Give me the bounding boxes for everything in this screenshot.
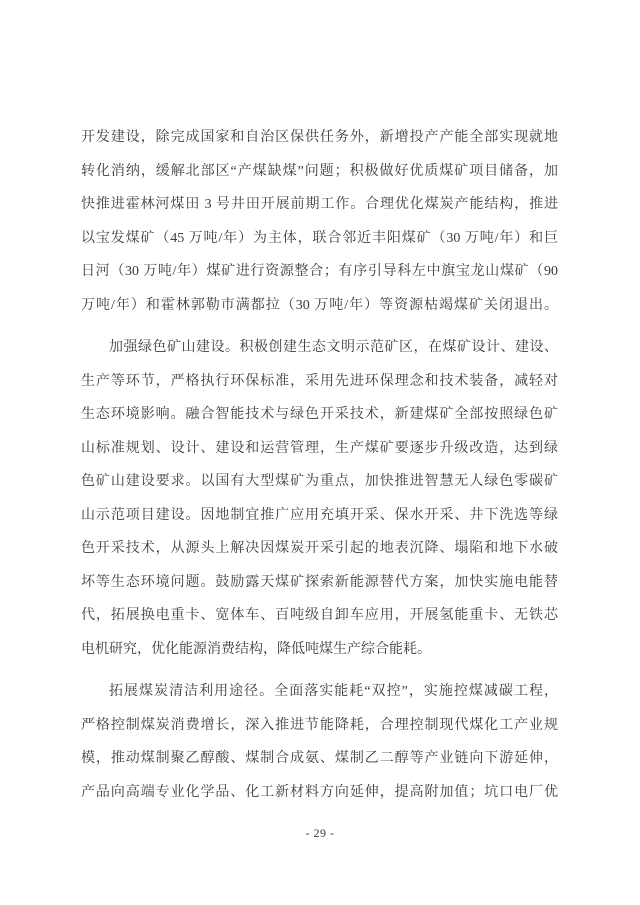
text-line: 坏等生态环境问题。鼓励露天煤矿探索新能源替代方案，加快实施电能替 — [81, 574, 558, 590]
text-line: 万吨/年）和霍林郭勒市满都拉（30 万吨/年）等资源枯竭煤矿关闭退出。 — [81, 297, 558, 313]
text-line: 转化消纳，缓解北部区“产煤缺煤”问题；积极做好优质煤矿项目储备，加 — [81, 163, 558, 179]
text-line: 产品向高端专业化学品、化工新材料方向延伸，提高附加值；坑口电厂优 — [81, 784, 558, 800]
paragraph — [81, 675, 558, 809]
paragraph — [81, 331, 558, 666]
text-line: 日河（30 万吨/年）煤矿进行资源整合；有序引导科左中旗宝龙山煤矿（90 — [81, 264, 558, 279]
text-line: 生态环境影响。融合智能技术与绿色开采技术，新建煤矿全部按照绿色矿 — [81, 407, 558, 422]
text-line: 山示范项目建设。因地制宜推广应用充填开采、保水开采、井下洗选等绿 — [81, 507, 558, 523]
page-number: - 29 - — [305, 826, 335, 840]
text-line: 拓展煤炭清洁利用途径。全面落实能耗“双控”，实施控煤减碳工程， — [109, 684, 558, 699]
text-line: 电机研究，优化能源消费结构，降低吨煤生产综合能耗。 — [81, 641, 431, 657]
text-line: 模，推动煤制聚乙醇酸、煤制合成氨、煤制乙二醇等产业链向下游延伸， — [81, 751, 558, 766]
text-line: 加强绿色矿山建设。积极创建生态文明示范矿区，在煤矿设计、建设、 — [109, 340, 558, 355]
text-line: 山标准规划、设计、建设和运营管理，生产煤矿要逐步升级改造，达到绿 — [81, 440, 558, 456]
text-line: 色开采技术，从源头上解决因煤炭开采引起的地表沉降、塌陷和地下水破 — [81, 541, 558, 556]
paragraph — [81, 121, 558, 322]
text-block — [81, 121, 558, 818]
text-line: 开发建设，除完成国家和自治区保供任务外，新增投产产能全部实现就地 — [81, 130, 558, 145]
text-line: 代，拓展换电重卡、宽体车、百吨级自卸车应用，开展氢能重卡、无铁芯 — [81, 608, 558, 623]
text-line: 色矿山建设要求。以国有大型煤矿为重点，加快推进智慧无人绿色零碳矿 — [81, 474, 558, 489]
text-line: 以宝发煤矿（45 万吨/年）为主体，联合邻近丰阳煤矿（30 万吨/年）和巨 — [81, 230, 558, 246]
text-line: 快推进霍林河煤田 3 号井田开展前期工作。合理优化煤炭产能结构，推进 — [81, 197, 558, 212]
text-line: 严格控制煤炭消费增长，深入推进节能降耗，合理控制现代煤化工产业规 — [81, 717, 558, 733]
text-line: 生产等环节，严格执行环保标准，采用先进环保理念和技术装备，减轻对 — [81, 373, 558, 389]
